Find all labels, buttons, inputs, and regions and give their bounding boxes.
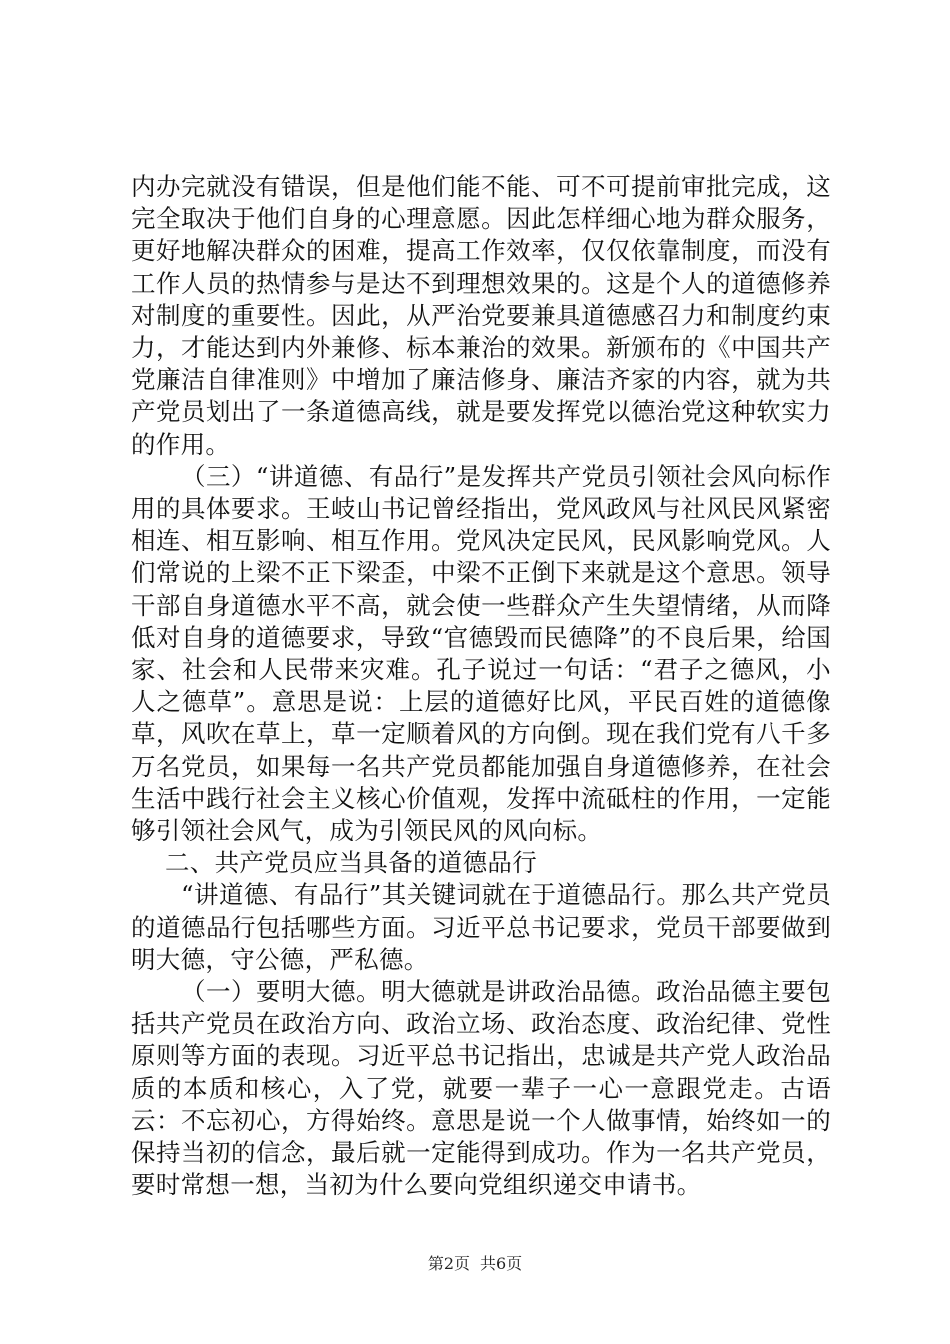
page-number: 第2页 xyxy=(427,1254,470,1273)
paragraph-continuation: 内办完就没有错误，但是他们能不能、可不可提前审批完成，这完全取决于他们自身的心理意愿。因此怎样细心地为群众服务，更好地解决群众的困难，提高工作效率，仅仅依靠制度，而没有工作人员的热情参与是达不到理想效果的。这是个人的道德修养对制度的重要性。因此，从严治党要兼具道德感召力和制度约束力，才能达到内外兼修、标本兼治的效果。新颁布的《中国共产党廉洁自律准则》中增加了廉洁修身、廉洁齐家的内容，就为共产党员划出了一条道德高线，就是要发挥党以德治党这种软实力的作用。 xyxy=(131,172,831,459)
page-footer xyxy=(0,1251,950,1274)
paragraph-section-one: （一）要明大德。明大德就是讲政治品德。政治品德主要包括共产党员在政治方向、政治立场、政治态度、政治纪律、党性原则等方面的表现。习近平总书记指出，忠诚是共产党人政治品质的本质和核心，入了党，就要一辈子一心一意跟党走。古语云：不忘初心，方得始终。意思是说一个人做事情，始终如一的保持当初的信念，最后就一定能得到成功。作为一名共产党员，要时常想一想，当初为什么要向党组织递交申请书。 xyxy=(131,977,831,1200)
paragraph-section-three: （三）“讲道德、有品行”是发挥共产党员引领社会风向标作用的具体要求。王岐山书记曾经指出，党风政风与社风民风紧密相连、相互影响、相互作用。党风决定民风，民风影响党风。人们常说的上梁不正下梁歪，中梁不正倒下来就是这个意思。领导干部自身道德水平不高，就会使一些群众产生失望情绪，从而降低对自身的道德要求，导致“官德毁而民德降”的不良后果，给国家、社会和人民带来灾难。孔子说过一句话：“君子之德风，小人之德草”。意思是说：上层的道德好比风，平民百姓的道德像草，风吹在草上，草一定顺着风的方向倒。现在我们党有八千多万名党员，如果每一名共产党员都能加强自身道德修养，在社会生活中践行社会主义核心价值观，发挥中流砥柱的作用，一定能够引领社会风气，成为引领民风的风向标。 xyxy=(131,461,831,846)
document-body xyxy=(131,171,831,1202)
page-total: 共6页 xyxy=(480,1254,523,1273)
paragraph-moral-conduct-intro: “讲道德、有品行”其关键词就在于道德品行。那么共产党员的道德品行包括哪些方面。习近平总书记要求，党员干部要做到明大德，守公德，严私德。 xyxy=(131,880,831,974)
section-heading-moral-conduct: 二、共产党员应当具备的道德品行 xyxy=(165,848,537,878)
